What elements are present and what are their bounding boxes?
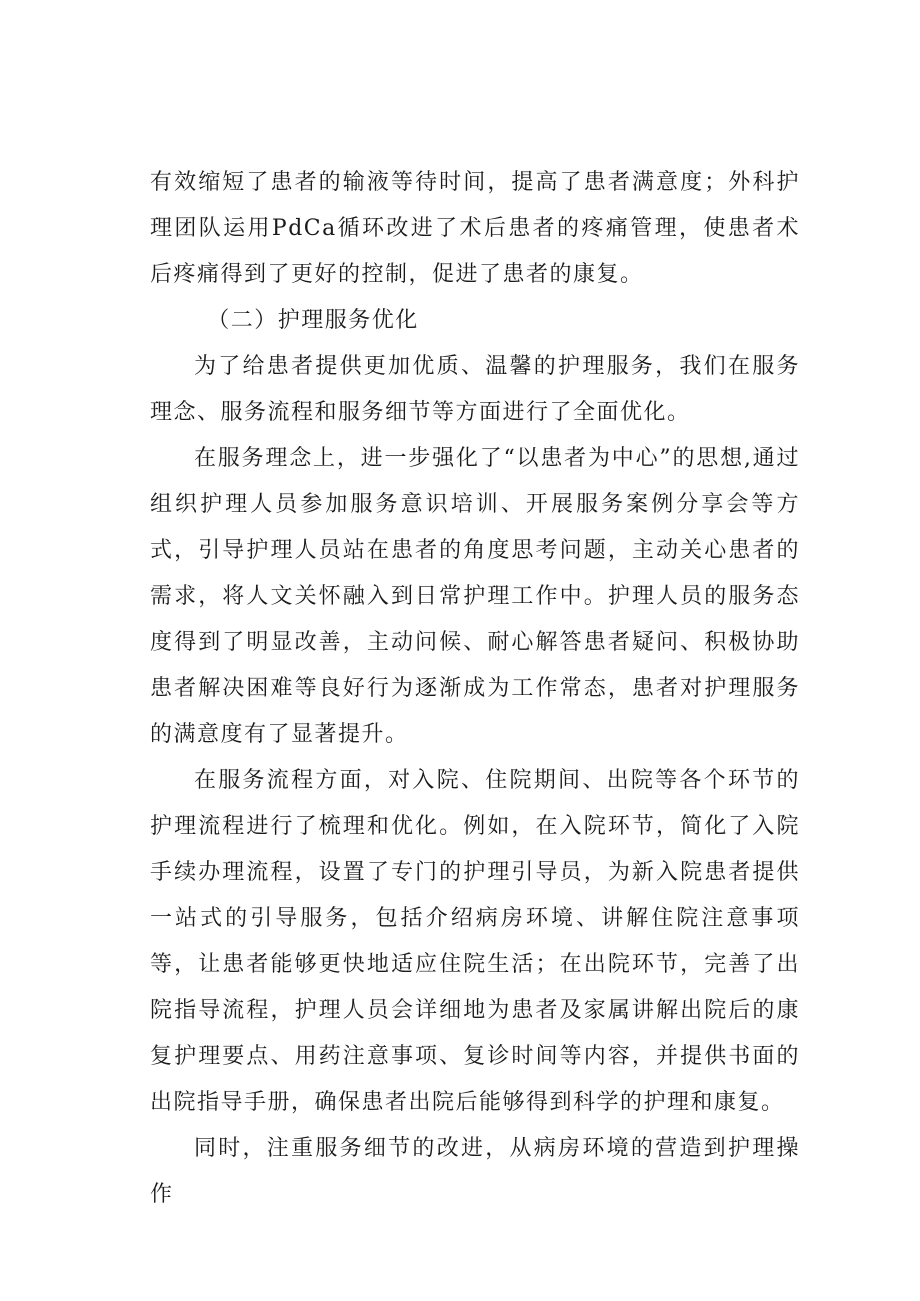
document-body (150, 160, 800, 1218)
paragraph-service-process: 在服务流程方面，对入院、住院期间、出院等各个环节的护理流程进行了梳理和优化。例如，在入院环节，简化了入院手续办理流程，设置了专门的护理引导员，为新入院患者提供一站式的引导服务，包括介绍病房环境、讲解住院注意事项等，让患者能够更快地适应住院生活；在出院环节，完善了出院指导流程，护理人员会详细地为患者及家属讲解出院后的康复护理要点、用药注意事项、复诊时间等内容，并提供书面的出院指导手册，确保患者出院后能够得到科学的护理和康复。 (150, 768, 800, 1115)
paragraph-continued: 有效缩短了患者的输液等待时间，提高了患者满意度；外科护理团队运用PdCa循环改进了术后患者的疼痛管理，使患者术后疼痛得到了更好的控制，促进了患者的康复。 (150, 170, 800, 287)
paragraph-service-details: 同时，注重服务细节的改进，从病房环境的营造到护理操作 (150, 1136, 800, 1207)
paragraph-intro: 为了给患者提供更加优质、温馨的护理服务，我们在服务理念、服务流程和服务细节等方面进行了全面优化。 (150, 354, 800, 425)
section-heading: （二）护理服务优化 (207, 308, 419, 333)
paragraph-service-concept: 在服务理念上，进一步强化了“以患者为中心”的思想,通过组织护理人员参加服务意识培训、开展服务案例分享会等方式，引导护理人员站在患者的角度思考问题，主动关心患者的需求，将人文关怀融入到日常护理工作中。护理人员的服务态度得到了明显改善，主动问候、耐心解答患者疑问、积极协助患者解决困难等良好行为逐渐成为工作常态，患者对护理服务的满意度有了显著提升。 (150, 446, 800, 747)
